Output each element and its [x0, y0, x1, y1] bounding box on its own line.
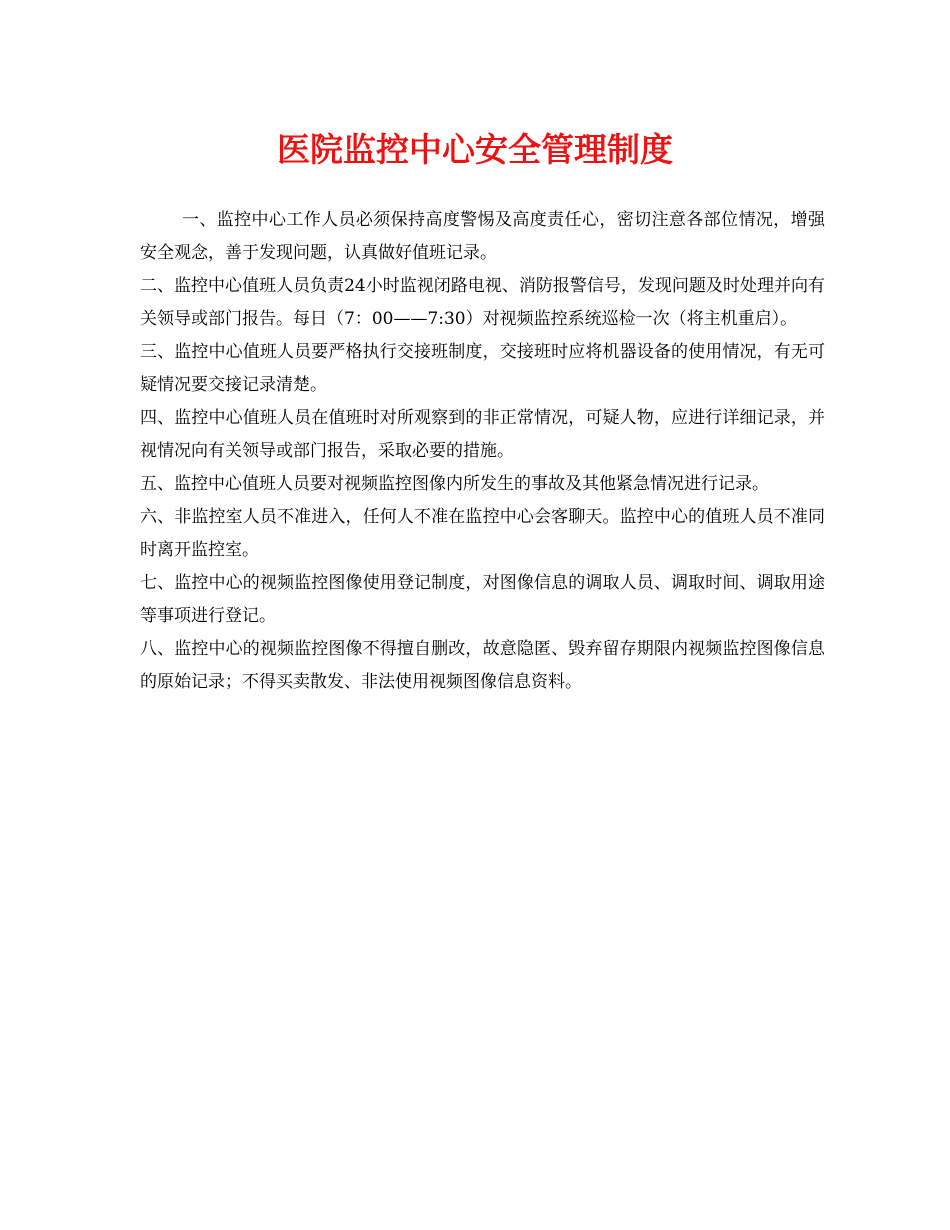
paragraph-4: 四、监控中心值班人员在值班时对所观察到的非正常情况，可疑人物，应进行详细记录，并视情况向有关领导或部门报告，采取必要的措施。 — [140, 408, 825, 461]
paragraph-2: 二、监控中心值班人员负责24小时监视闭路电视、消防报警信号，发现问题及时处理并向有关领导或部门报告。每日（7：00——7:30）对视频监控系统巡检一次（将主机重启）。 — [140, 276, 825, 329]
document-title: 医院监控中心安全管理制度 — [277, 130, 673, 169]
paragraph-7: 七、监控中心的视频监控图像使用登记制度，对图像信息的调取人员、调取时间、调取用途等事项进行登记。 — [140, 573, 825, 626]
paragraph-3: 三、监控中心值班人员要严格执行交接班制度，交接班时应将机器设备的使用情况，有无可疑情况要交接记录清楚。 — [140, 342, 825, 395]
paragraph-5: 五、监控中心值班人员要对视频监控图像内所发生的事故及其他紧急情况进行记录。 — [140, 474, 769, 494]
paragraph-6: 六、非监控室人员不准进入，任何人不准在监控中心会客聊天。监控中心的值班人员不准同时离开监控室。 — [140, 507, 825, 560]
paragraph-1: 一、监控中心工作人员必须保持高度警惕及高度责任心，密切注意各部位情况，增强安全观念，善于发现问题，认真做好值班记录。 — [140, 210, 825, 263]
paragraph-8: 八、监控中心的视频监控图像不得擅自删改，故意隐匿、毁弃留存期限内视频监控图像信息的原始记录；不得买卖散发、非法使用视频图像信息资料。 — [140, 639, 825, 692]
document-body — [140, 204, 825, 699]
